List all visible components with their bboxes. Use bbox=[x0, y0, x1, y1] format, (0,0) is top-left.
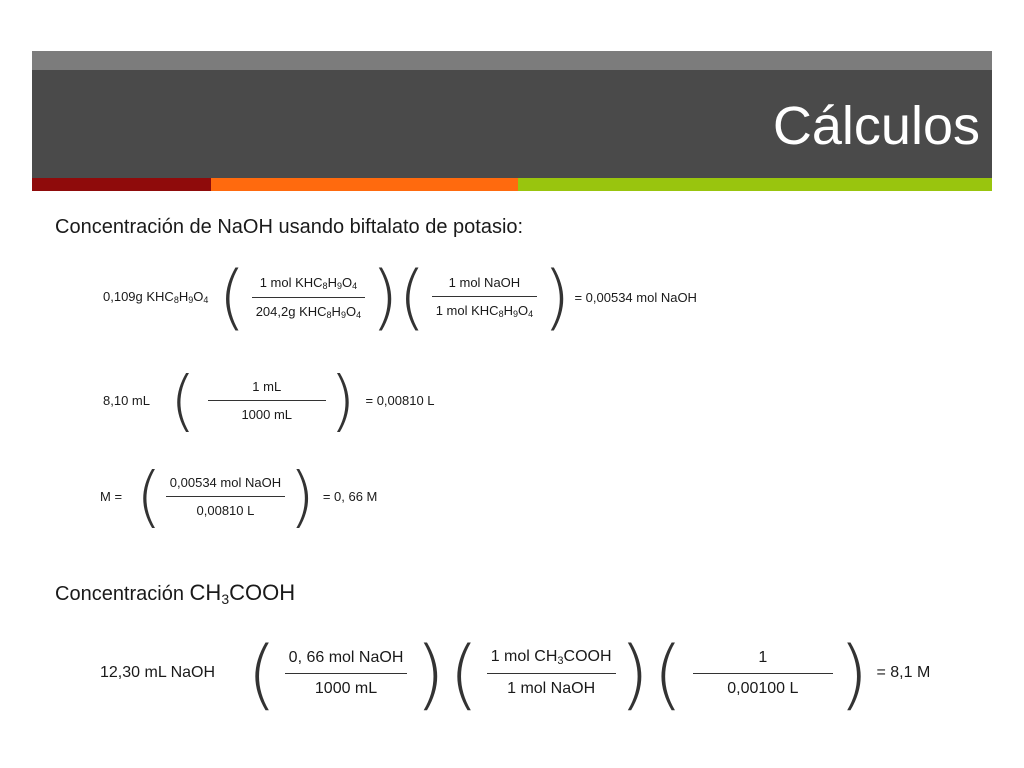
fraction bbox=[252, 275, 365, 320]
title-bar bbox=[32, 70, 992, 178]
fraction bbox=[166, 475, 285, 518]
fraction-denominator: 0,00810 L bbox=[196, 502, 255, 518]
equation-result: = 8,1 M bbox=[876, 664, 931, 681]
section-heading-acetic bbox=[55, 580, 295, 607]
fraction bbox=[487, 648, 616, 698]
left-paren-icon: ( bbox=[218, 256, 246, 338]
fraction bbox=[693, 649, 833, 698]
fraction bbox=[208, 379, 326, 422]
equation-lhs: 0,109g $KHC_8H_9O_4$ bbox=[103, 289, 209, 305]
fraction-numerator: 1 mL bbox=[252, 378, 282, 394]
equation-acetic-acid-concentration bbox=[100, 628, 930, 718]
right-paren-icon: ) bbox=[415, 628, 446, 718]
equation-molarity bbox=[100, 457, 377, 535]
fraction-denominator: 1000 mL bbox=[314, 679, 378, 697]
equation-result: = 0,00534 mol NaOH bbox=[574, 289, 697, 305]
fraction-denominator: 1 mol $KHC_8H_9O_4$ bbox=[435, 303, 534, 319]
right-paren-icon: ) bbox=[838, 628, 869, 718]
fraction bbox=[285, 649, 408, 698]
fraction-bar bbox=[285, 673, 408, 674]
left-paren-icon: ( bbox=[449, 628, 479, 718]
fraction-denominator: 1000 mL bbox=[241, 406, 293, 422]
right-paren-icon: ) bbox=[289, 457, 315, 535]
equation-lhs: 12,30 mL NaOH bbox=[100, 664, 216, 681]
equation-result: = 0, 66 M bbox=[322, 488, 378, 504]
fraction-numerator: 0, 66 mol NaOH bbox=[288, 648, 404, 666]
section-heading-naoh: Concentración de NaOH usando biftalato de potasio: bbox=[55, 216, 524, 238]
accent-bar-green bbox=[518, 178, 992, 191]
left-paren-icon: ( bbox=[398, 256, 426, 338]
slide-title: Cálculos bbox=[772, 96, 980, 156]
fraction-bar bbox=[166, 496, 285, 497]
fraction-bar bbox=[432, 296, 537, 297]
right-paren-icon: ) bbox=[543, 256, 571, 338]
equation-lhs: M = bbox=[100, 488, 123, 504]
left-paren-icon: ( bbox=[136, 457, 162, 535]
fraction-denominator: 204,2g $KHC_8H_9O_4$ bbox=[255, 303, 362, 320]
fraction-numerator: 1 mol $CH_3COOH$ bbox=[490, 648, 612, 667]
fraction-denominator: 1 mol NaOH bbox=[507, 680, 596, 697]
equation-lhs: 8,10 mL bbox=[103, 392, 150, 408]
left-paren-icon: ( bbox=[247, 628, 277, 718]
equation-volume-conversion bbox=[103, 360, 435, 440]
fraction bbox=[432, 275, 537, 319]
accent-bar-orange bbox=[211, 178, 518, 191]
fraction-denominator: 0,00100 L bbox=[727, 679, 799, 697]
fraction-numerator: 1 mol $KHC_8H_9O_4$ bbox=[259, 274, 358, 291]
fraction-numerator: 0,00534 mol NaOH bbox=[169, 474, 282, 490]
fraction-bar bbox=[693, 673, 833, 674]
equation-result: = 0,00810 L bbox=[365, 392, 435, 408]
right-paren-icon: ) bbox=[619, 628, 650, 718]
section-heading-text: Concentración bbox=[55, 583, 190, 605]
left-paren-icon: ( bbox=[653, 628, 683, 718]
fraction-bar bbox=[252, 297, 365, 298]
fraction-numerator: 1 bbox=[758, 648, 768, 666]
right-paren-icon: ) bbox=[371, 256, 399, 338]
chemical-formula: $CH_3COOH$ bbox=[189, 580, 296, 607]
fraction-bar bbox=[208, 400, 326, 401]
accent-bar-red bbox=[32, 178, 211, 191]
right-paren-icon: ) bbox=[329, 361, 356, 439]
fraction-numerator: 1 mol NaOH bbox=[448, 275, 521, 290]
left-paren-icon: ( bbox=[169, 361, 196, 439]
fraction-bar bbox=[487, 673, 616, 674]
header-top-strip bbox=[32, 51, 992, 70]
equation-naoh-moles bbox=[103, 256, 697, 338]
